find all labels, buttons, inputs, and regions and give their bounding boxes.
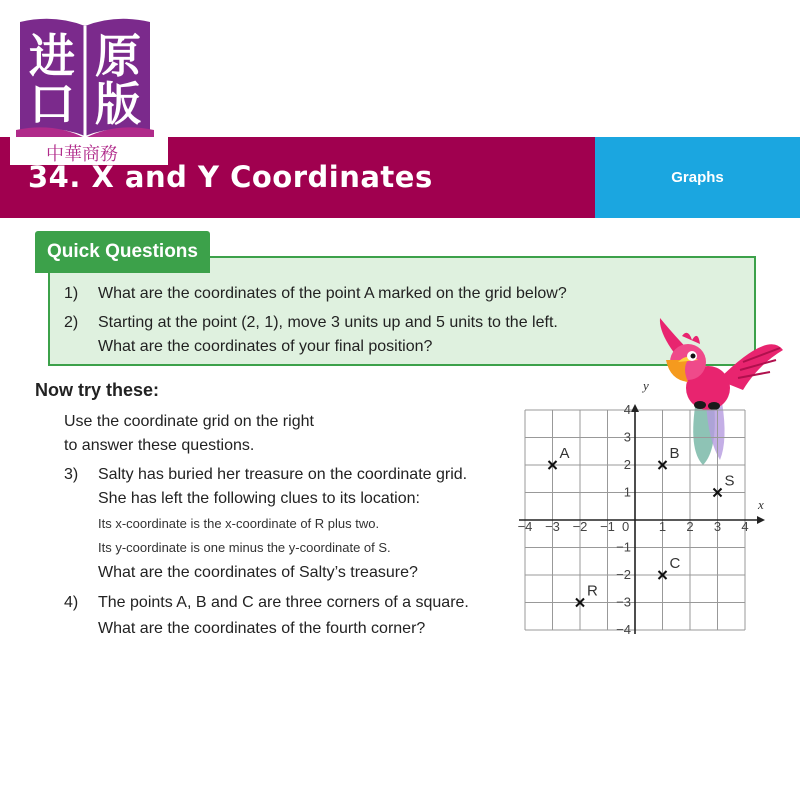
y-tick-label: −1 bbox=[616, 539, 631, 555]
x-tick-label: 3 bbox=[713, 519, 722, 534]
point-label: B bbox=[669, 445, 680, 462]
logo-char: 进 bbox=[29, 29, 75, 83]
question-text: What are the coordinates of Salty’s treasure? bbox=[98, 564, 418, 581]
x-tick-label: −1 bbox=[600, 519, 615, 534]
logo-char: 版 bbox=[95, 77, 141, 131]
intro-text: Use the coordinate grid on the right bbox=[64, 413, 314, 430]
page-title: 34. X and Y Coordinates bbox=[28, 160, 433, 194]
question-text: Salty has buried her treasure on the coordinate grid. bbox=[98, 466, 468, 483]
point-label: C bbox=[669, 555, 681, 572]
logo-char: 原 bbox=[95, 29, 141, 83]
y-tick-label: −4 bbox=[616, 622, 631, 637]
y-tick-label: 1 bbox=[623, 484, 631, 500]
x-tick-label: −2 bbox=[572, 519, 588, 534]
question-number: 1) bbox=[64, 285, 79, 302]
point-label: A bbox=[559, 445, 570, 462]
y-tick-label: −2 bbox=[616, 567, 631, 582]
section-heading: Now try these: bbox=[35, 380, 160, 400]
quick-questions-heading: Quick Questions bbox=[47, 241, 198, 262]
clue-text: Its y-coordinate is one minus the y-coordinate of S. bbox=[98, 540, 391, 555]
question-text: What are the coordinates of the fourth corner? bbox=[98, 620, 426, 637]
y-tick-label: −3 bbox=[616, 594, 631, 610]
logo-brand-text: 中華商務 bbox=[46, 144, 118, 165]
quick-questions-tab bbox=[35, 231, 210, 273]
question-text: She has left the following clues to its location: bbox=[98, 490, 420, 507]
point-label: R bbox=[587, 582, 598, 600]
section-tab bbox=[595, 137, 800, 218]
question-number: 3) bbox=[64, 466, 79, 483]
question-number: 4) bbox=[64, 594, 79, 611]
intro-text: to answer these questions. bbox=[64, 437, 255, 454]
x-axis-arrow bbox=[757, 516, 765, 524]
origin-label: 0 bbox=[622, 519, 630, 534]
clue-text: Its x-coordinate is the x-coordinate of R plus two. bbox=[98, 516, 380, 531]
logo-char: 口 bbox=[29, 77, 75, 131]
x-tick-label: 1 bbox=[658, 519, 667, 534]
x-axis-label: x bbox=[758, 497, 764, 512]
y-tick-label: 2 bbox=[623, 457, 631, 472]
question-text: What are the coordinates of the point A marked on the grid below? bbox=[98, 285, 567, 302]
x-tick-label: 2 bbox=[686, 519, 694, 534]
y-tick-label: 3 bbox=[623, 429, 631, 445]
y-axis-arrow bbox=[631, 404, 639, 412]
x-tick-label: −3 bbox=[545, 519, 560, 534]
y-axis-label: y bbox=[643, 378, 649, 393]
section-tab-label: Graphs bbox=[671, 169, 724, 186]
y-tick-label: 4 bbox=[623, 402, 631, 417]
question-text: The points A, B and C are three corners of a square. bbox=[98, 594, 469, 611]
point-label: S bbox=[724, 472, 735, 490]
question-text: What are the coordinates of your final position? bbox=[98, 338, 433, 355]
question-number: 2) bbox=[64, 314, 79, 331]
coordinate-grid bbox=[515, 375, 785, 650]
x-tick-label: 4 bbox=[741, 519, 749, 534]
question-text: Starting at the point (2, 1), move 3 units up and 5 units to the left. bbox=[98, 314, 558, 331]
x-tick-label: −4 bbox=[517, 519, 533, 534]
